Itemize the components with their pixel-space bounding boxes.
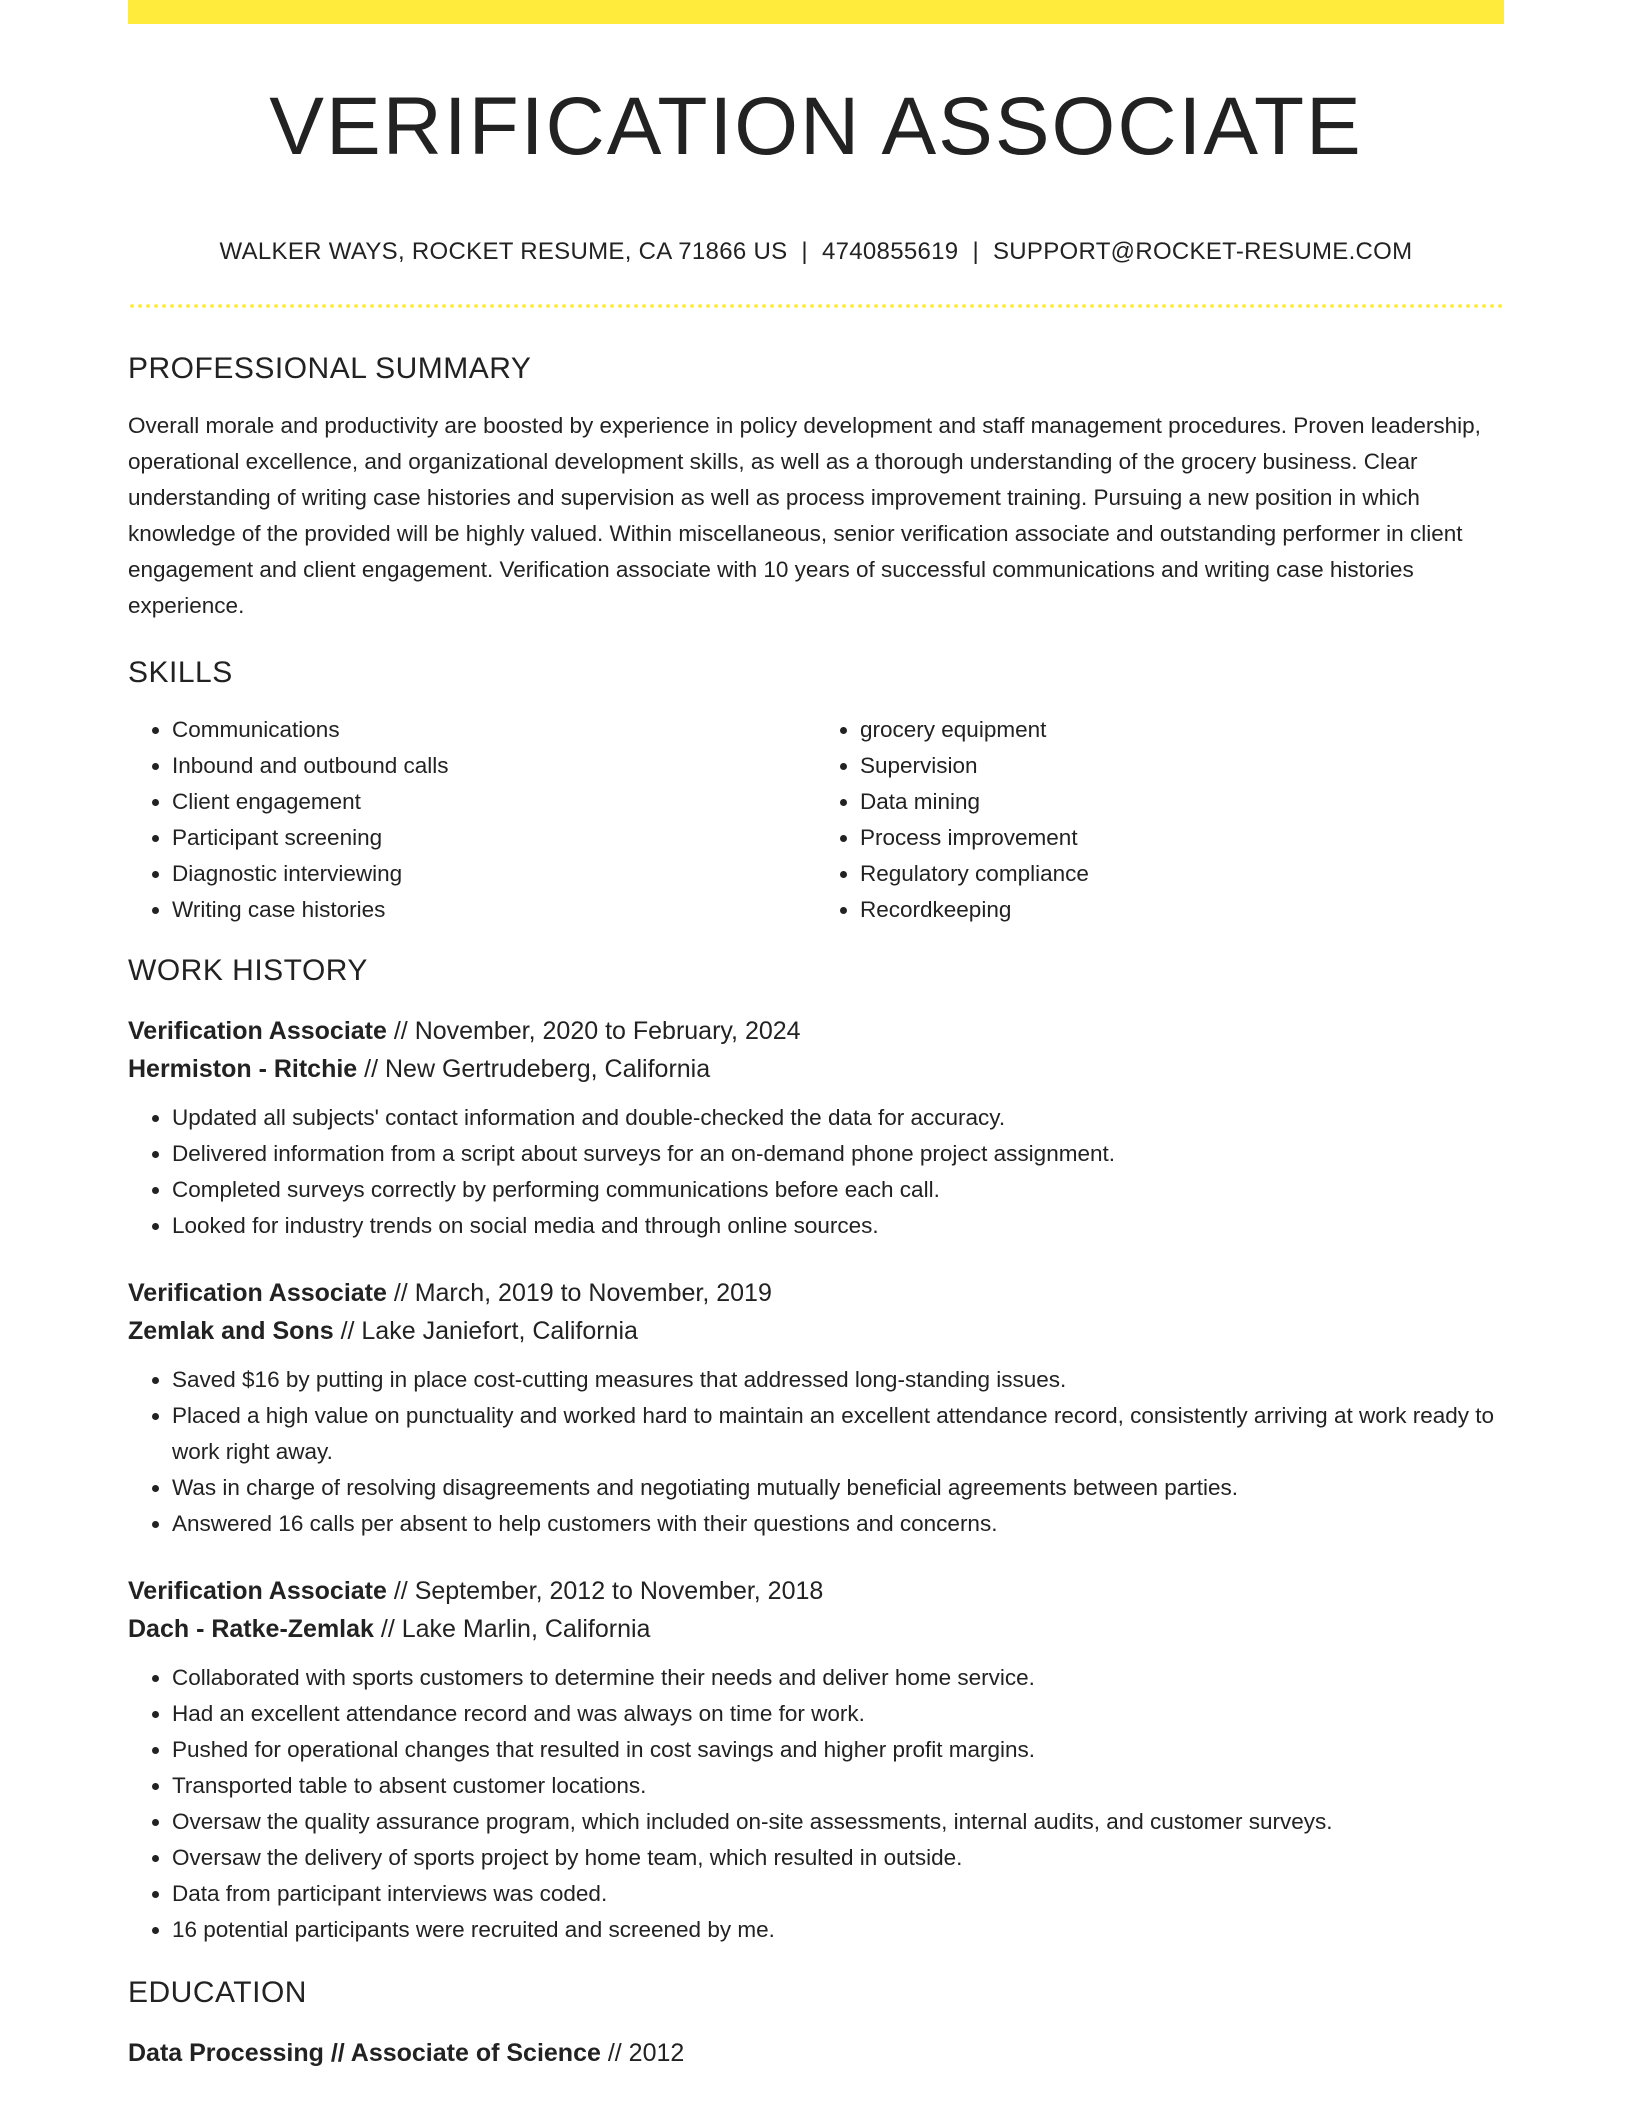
job-entry [128,1012,1504,1244]
job-location: // Lake Janiefort, California [333,1317,638,1345]
skill-item: • Client engagement [172,784,816,820]
job-bullet: • Updated all subjects' contact information and double-checked the data for accuracy. [172,1100,1504,1136]
job-bullet: • Pushed for operational changes that resulted in cost savings and higher profit margins. [172,1732,1504,1768]
skill-item: • Recordkeeping [860,892,1504,928]
job-company-line [128,1610,1504,1648]
contact-separator: | [972,238,979,265]
job-bullet: • 16 potential participants were recruited and screened by me. [172,1912,1504,1948]
skill-item: • Writing case histories [172,892,816,928]
skills-list [128,712,1504,928]
job-location: // Lake Marlin, California [373,1615,651,1643]
summary-text: Overall morale and productivity are boosted by experience in policy development and staff management procedures. Proven leadership, operational excellence, and organizational development skills, as well as a thorough understanding of the grocery business. Clear understanding of writing case histories and supervision as well as process improvement training. Pursuing a new position in which knowledge of the provided will be highly valued. Within miscellaneous, senior verification associate and outstanding performer in client engagement and client engagement. Verification associate with 10 years of successful communications and writing case histories experience. [128,413,1481,618]
job-bullet: • Data from participant interviews was coded. [172,1876,1504,1912]
job-company: Dach - Ratke-Zemlak [128,1615,374,1643]
job-bullet: • Was in charge of resolving disagreements and negotiating mutually beneficial agreements between parties. [172,1470,1504,1506]
contact-phone: 4740855619 [821,238,959,265]
job-company-line [128,1312,1504,1350]
job-bullet: • Answered 16 calls per absent to help customers with their questions and concerns. [172,1506,1504,1542]
job-role: Verification Associate [128,1577,387,1605]
resume-name: VERIFICATION ASSOCIATE [269,81,1363,172]
job-company: Zemlak and Sons [128,1317,334,1345]
job-location: // New Gertrudeberg, California [357,1055,711,1083]
contact-line [128,238,1504,266]
skill-item: • Data mining [860,784,1504,820]
job-bullet: • Had an excellent attendance record and was always on time for work. [172,1696,1504,1732]
job-bullet: • Completed surveys correctly by performing communications before each call. [172,1172,1504,1208]
skill-item: • Communications [172,712,816,748]
job-bullet: • Placed a high value on punctuality and worked hard to maintain an excellent attendance record, consistently arriving at work ready to work right away. [172,1398,1504,1470]
job-dates: // March, 2019 to November, 2019 [386,1279,772,1307]
job-bullet: • Oversaw the quality assurance program, which included on-site assessments, internal audits, and customer surveys. [172,1804,1504,1840]
job-bullets [128,1660,1504,1948]
job-bullet: • Collaborated with sports customers to determine their needs and deliver home service. [172,1660,1504,1696]
job-title-line [128,1012,1504,1050]
skill-item: • Inbound and outbound calls [172,748,816,784]
job-bullet: • Looked for industry trends on social media and through online sources. [172,1208,1504,1244]
skill-item: • Regulatory compliance [860,856,1504,892]
job-entry [128,1274,1504,1542]
skills-heading: SKILLS [128,656,233,689]
resume-page [128,0,1504,2072]
top-accent-bar [128,0,1504,24]
job-dates: // September, 2012 to November, 2018 [386,1577,824,1605]
education-year: // 2012 [600,2039,685,2067]
job-role: Verification Associate [128,1279,387,1307]
job-title-line [128,1274,1504,1312]
job-entry [128,1572,1504,1948]
contact-address: WALKER WAYS, ROCKET RESUME, CA 71866 US [219,238,788,265]
skills-column-left [128,712,816,928]
work-history-heading: WORK HISTORY [128,954,368,987]
skill-item: • Supervision [860,748,1504,784]
skill-item: • Participant screening [172,820,816,856]
skill-item: • Diagnostic interviewing [172,856,816,892]
job-bullet: • Transported table to absent customer locations. [172,1768,1504,1804]
job-dates: // November, 2020 to February, 2024 [386,1017,801,1045]
job-role: Verification Associate [128,1017,387,1045]
skills-column-right [816,712,1504,928]
education-heading: EDUCATION [128,1976,307,2009]
job-title-line [128,1572,1504,1610]
contact-email: SUPPORT@ROCKET-RESUME.COM [992,238,1413,265]
job-company: Hermiston - Ritchie [128,1055,358,1083]
contact-separator: | [801,238,808,265]
job-bullet: • Delivered information from a script about surveys for an on-demand phone project assignment. [172,1136,1504,1172]
skill-item: • grocery equipment [860,712,1504,748]
summary-heading: PROFESSIONAL SUMMARY [128,352,532,385]
job-bullet: • Saved $16 by putting in place cost-cutting measures that addressed long-standing issues. [172,1362,1504,1398]
job-bullets [128,1100,1504,1244]
job-company-line [128,1050,1504,1088]
job-bullet: • Oversaw the delivery of sports project by home team, which resulted in outside. [172,1840,1504,1876]
education-entry [128,2034,1504,2072]
education-degree: Data Processing // Associate of Science [128,2039,601,2067]
dotted-divider [128,304,1504,308]
skill-item: • Process improvement [860,820,1504,856]
job-bullets [128,1362,1504,1542]
